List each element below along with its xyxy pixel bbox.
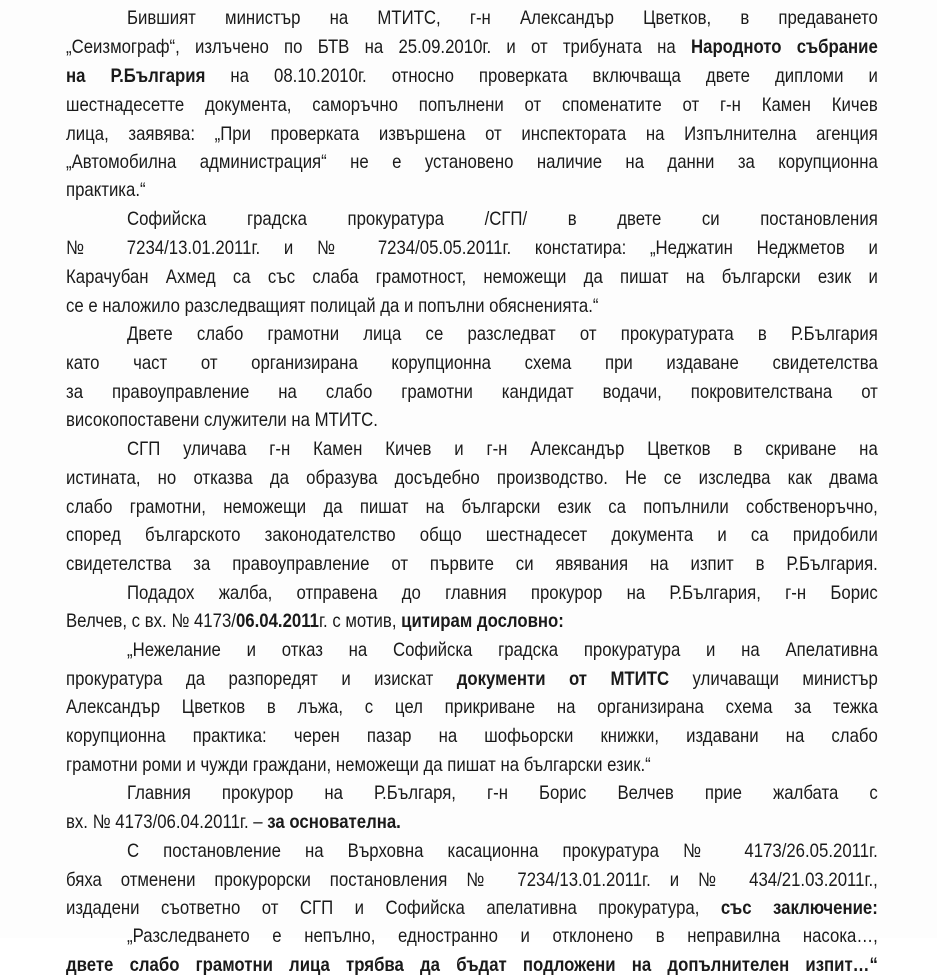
paragraph-6-line <box>66 724 878 748</box>
text-run: уличаващи министър <box>669 668 878 690</box>
text-run: за правоуправление на слабо грамотни кандидат водачи, покровителствана от <box>66 381 878 403</box>
text-run: „Сеизмограф“, излъчено по БТВ на 25.09.2010г. и от трибуната на <box>66 36 692 58</box>
paragraph-6-line <box>66 695 878 719</box>
paragraph-1-line <box>127 6 878 30</box>
text-run: бяха отменени прокурорски постановления № 7234/13.01.2011г. и № 434/21.03.2011г., <box>66 869 878 891</box>
text-run: практика.“ <box>66 179 146 201</box>
bold-text: със заключение: <box>720 897 878 919</box>
text-run: се е наложило разследващият полицай да и попълни обясненията.“ <box>66 295 599 317</box>
text-run: С постановление на Върховна касационна прокуратура № 4173/26.05.2011г. <box>127 840 878 862</box>
paragraph-7-line <box>66 810 764 834</box>
paragraph-1-line <box>66 122 878 146</box>
text-run: грамотни роми и чужди граждани, неможещи да пишат на български език.“ <box>66 754 651 776</box>
text-run: издадени съответно от СГП и Софийска апелативна прокуратура, <box>66 897 721 919</box>
paragraph-3-line <box>66 380 878 404</box>
text-run: г. с мотив, <box>318 610 402 632</box>
text-run: високопоставени служители на МТИТС. <box>66 409 378 431</box>
paragraph-1-line <box>66 178 764 202</box>
text-run: слабо грамотни, неможещи да пишат на български език са попълнили собственоръчно, <box>66 496 878 518</box>
text-run: вх. № 4173/06.04.2011г. – <box>66 811 268 833</box>
text-run: „Разследването е непълно, едностранно и отклонено в неправилна насока…, <box>127 925 878 947</box>
paragraph-4-line <box>66 552 878 576</box>
text-run: истината, но отказва да образува досъдебно производство. Не се изследва как двама <box>66 467 878 489</box>
text-run: № 7234/13.01.2011г. и № 7234/05.05.2011г. констатира: „Неджатин Неджметов и <box>66 237 878 259</box>
paragraph-2-line <box>66 265 878 289</box>
paragraph-8-line <box>66 868 878 892</box>
paragraph-3-line <box>66 351 878 375</box>
paragraph-4-line <box>66 466 878 490</box>
paragraph-7-line <box>127 781 878 805</box>
paragraph-1-line <box>66 93 878 117</box>
text-run: „Автомобилна администрация“ не е установено наличие на данни за корупционна <box>66 151 878 173</box>
paragraph-1-line <box>66 35 878 59</box>
text-run: шестнадесетте документа, саморъчно попълнени от споменатите от г-н Камен Кичев <box>66 94 878 116</box>
paragraph-1-line <box>66 64 878 88</box>
paragraph-6-line <box>66 667 878 691</box>
text-run: Софийска градска прокуратура /СГП/ в двете си постановления <box>127 208 878 230</box>
bold-text: Народното събрание <box>691 36 878 58</box>
bold-text: двете слабо грамотни лица трябва да бъдат подложени на допълнителен изпит…“ <box>66 954 878 976</box>
paragraph-3-line <box>66 408 764 432</box>
text-run: според българското законодателство общо шестнадесет документа и са придобили <box>66 524 878 546</box>
paragraph-2-line <box>66 236 878 260</box>
paragraph-5-line <box>127 581 878 605</box>
paragraph-8-line <box>127 839 878 863</box>
bold-text: цитирам дословно: <box>401 610 564 632</box>
paragraph-4-line <box>66 495 878 519</box>
paragraph-2-line <box>66 294 764 318</box>
text-run: прокуратура да разпоредят и изискат <box>66 668 457 690</box>
text-run: Главния прокурор на Р.Българя, г-н Борис Велчев прие жалбата с <box>127 782 878 804</box>
paragraph-6-line <box>127 638 878 662</box>
text-run: Александър Цветков в лъжа, с цел прикриване на организирана схема за тежка <box>66 696 878 718</box>
text-run: Карачубан Ахмед са със слаба грамотност, неможещи да пишат на български език и <box>66 266 878 288</box>
text-run: Бившият министър на МТИТС, г-н Александър Цветков, в предаването <box>127 7 878 29</box>
text-run: корупционна практика: черен пазар на шофьорски книжки, издавани на слабо <box>66 725 878 747</box>
paragraph-4-line <box>127 437 878 461</box>
text-run: Подадох жалба, отправена до главния прокурор на Р.България, г-н Борис <box>127 582 878 604</box>
paragraph-2-line <box>127 207 878 231</box>
paragraph-9-line <box>66 953 878 977</box>
text-run: лица, заявява: „При проверката извършена от инспектората на Изпълнителна агенция <box>66 123 878 145</box>
bold-text: за основателна. <box>267 811 401 833</box>
paragraph-5-line <box>66 609 764 633</box>
text-run: свидетелства за правоуправление от първите си явявания на изпит в Р.България. <box>66 553 878 575</box>
text-run: Велчев, с вх. № 4173/ <box>66 610 236 632</box>
paragraph-9-line <box>127 924 878 948</box>
text-run: като част от организирана корупционна схема при издаване свидетелства <box>66 352 878 374</box>
paragraph-6-line <box>66 753 764 777</box>
paragraph-1-line <box>66 150 878 174</box>
bold-text: документи от МТИТС <box>456 668 670 690</box>
bold-text: 06.04.2011 <box>235 610 319 632</box>
paragraph-3-line <box>127 322 878 346</box>
bold-text: на Р.България <box>66 65 206 87</box>
paragraph-8-line <box>66 896 878 920</box>
text-run: СГП уличава г-н Камен Кичев и г-н Александър Цветков в скриване на <box>127 438 878 460</box>
paragraph-4-line <box>66 523 878 547</box>
text-run: Двете слабо грамотни лица се разследват от прокуратурата в Р.България <box>127 323 878 345</box>
text-run: на 08.10.2010г. относно проверката включваща двете дипломи и <box>205 65 878 87</box>
text-run: „Нежелание и отказ на Софийска градска прокуратура и на Апелативна <box>127 639 878 661</box>
